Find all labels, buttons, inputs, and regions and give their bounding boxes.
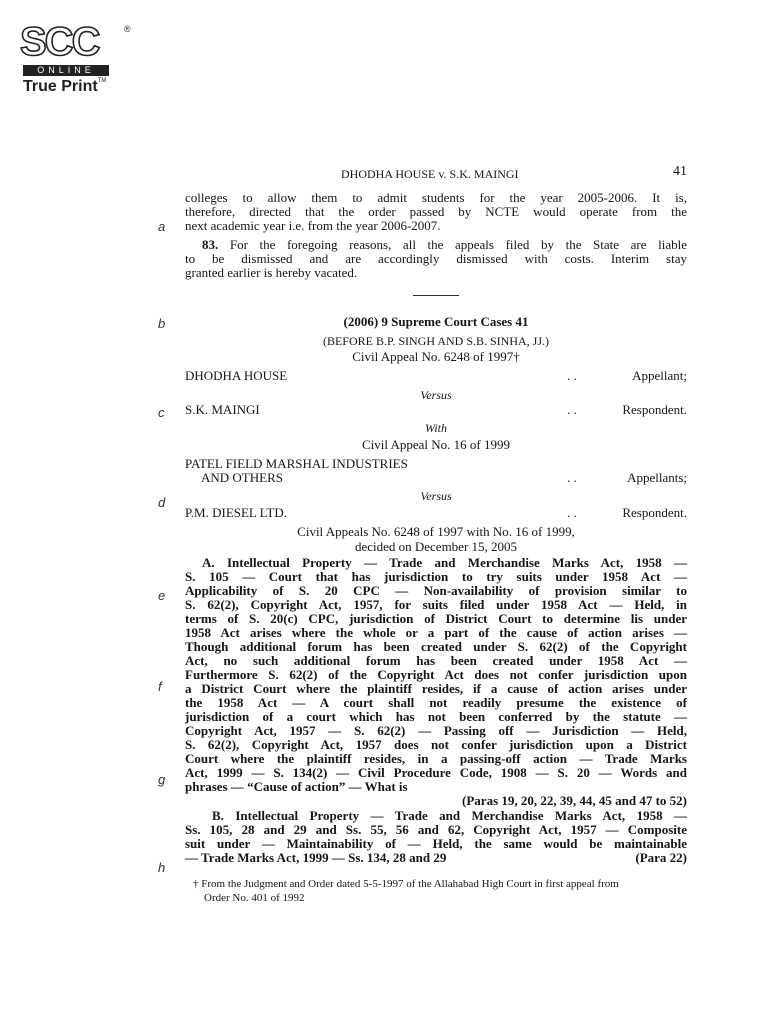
party-role: Appellants; [627, 470, 687, 485]
headnote-a-line: the 1958 Act — A court shall not readily presume the existence of [185, 695, 687, 710]
para-82-line: therefore, directed that the order passed by NCTE would operate from the [185, 204, 687, 219]
headnote-a-line: Applicability of S. 20 CPC — Non-availability of provision similar to [185, 583, 687, 598]
bench-line: (BEFORE B.P. SINGH AND S.B. SINHA, JJ.) [322, 334, 550, 348]
headnote-a-line: S. 105 — Court that has jurisdiction to try suits under 1958 Act — [185, 569, 687, 584]
headnote-a-line: phrases — “Cause of action” — What is [185, 779, 408, 794]
decided-line-1: Civil Appeals No. 6248 of 1997 with No. 16 of 1999, [297, 524, 575, 539]
para-83-line: to be dismissed and are accordingly dismissed with costs. Interim stay [185, 251, 687, 266]
margin-letter-c: c [158, 405, 165, 420]
page-number: 41 [673, 164, 687, 179]
party-dots: . . [567, 368, 577, 383]
para-83-line: 83. For the foregoing reasons, all the appeals filed by the State are liable [202, 237, 687, 252]
para-82-line: next academic year i.e. from the year 2006-2007. [185, 218, 441, 233]
party-name-line2: AND OTHERS [201, 470, 283, 485]
headnote-a-line: 1958 Act arises where the whole or a part of the cause of action arises — [185, 625, 687, 640]
party-name-line1: PATEL FIELD MARSHAL INDUSTRIES [185, 456, 408, 471]
headnote-a-line: Act, 1999 — S. 134(2) — Civil Procedure Code, 1908 — S. 20 — Words and [185, 765, 687, 780]
headnote-a-line: Act, no such additional forum has been created under 1958 Act — [185, 653, 687, 668]
appeal-number-1: Civil Appeal No. 6248 of 1997† [352, 349, 520, 364]
party-name: DHODHA HOUSE [185, 368, 288, 383]
headnote-a-line: terms of S. 20(c) CPC, jurisdiction of District Court to determine lis under [185, 611, 687, 626]
headnote-b-line: Ss. 105, 28 and 29 and Ss. 55, 56 and 62, Copyright Act, 1957 — Composite [185, 822, 687, 837]
party-row-respondent [185, 403, 687, 417]
margin-letter-f: f [158, 679, 162, 694]
headnote-a-line: jurisdiction of a court which has not been conferred by the statute — [185, 709, 687, 724]
party-name: P.M. DIESEL LTD. [185, 505, 287, 520]
with-label: With [424, 421, 447, 435]
party-row-appellant [185, 369, 687, 383]
margin-letter-g: g [158, 772, 166, 787]
headnote-a-line: Copyright Act, 1957 — S. 62(2) — Passing off — Jurisdiction — Held, [185, 723, 687, 738]
section-divider [413, 295, 459, 296]
versus-label-2: Versus [420, 489, 452, 503]
headnote-a-line: A. Intellectual Property — Trade and Merchandise Marks Act, 1958 — [202, 555, 687, 570]
logo-tm-mark: TM [97, 78, 107, 84]
margin-letter-a: a [158, 219, 166, 234]
party-row-respondent-2 [185, 506, 687, 520]
party-role: Respondent. [622, 505, 687, 520]
logo-online-band: ONLINE [23, 65, 109, 76]
headnote-b-line: suit under — Maintainability of — Held, the same would be maintainable [185, 836, 687, 851]
headnote-b-line: B. Intellectual Property — Trade and Merchandise Marks Act, 1958 — [212, 808, 687, 823]
appeal-number-2: Civil Appeal No. 16 of 1999 [361, 437, 511, 452]
party-role: Appellant; [632, 368, 687, 383]
case-citation: (2006) 9 Supreme Court Cases 41 [343, 314, 529, 329]
para-83-number: 83. [202, 237, 219, 252]
decided-line-2: decided on December 15, 2005 [354, 539, 518, 554]
footnote-line: Order No. 401 of 1992 [204, 892, 305, 904]
margin-letter-b: b [158, 316, 166, 331]
headnote-b-paras: (Para 22) [635, 850, 687, 865]
headnote-a-line: S. 62(2), Copyright Act, 1957 does not confer jurisdiction upon a District [185, 737, 687, 752]
margin-letter-e: e [158, 588, 166, 603]
logo-tagline: True Print™ [23, 78, 107, 95]
party-dots: . . [567, 470, 577, 485]
party-row-appellants-2 [185, 471, 687, 485]
footnote-line: † From the Judgment and Order dated 5-5-1997 of the Allahabad High Court in first appeal from [193, 878, 619, 890]
headnote-a-line: a District Court where the plaintiff resides, if a cause of action arises under [185, 681, 687, 696]
logo-registered-mark: ® [124, 24, 131, 34]
versus-label: Versus [420, 388, 452, 402]
headnote-a-line: Furthermore S. 62(2) of the Copyright Act does not confer jurisdiction upon [185, 667, 687, 682]
running-head-title: DHODHA HOUSE v. S.K. MAINGI [341, 167, 519, 181]
party-dots: . . [567, 402, 577, 417]
headnote-b-line: — Trade Marks Act, 1999 — Ss. 134, 28 and 29 [185, 850, 447, 865]
para-83-line: granted earlier is hereby vacated. [185, 265, 358, 280]
para-82-line: colleges to allow them to admit students for the year 2005-2006. It is, [185, 190, 687, 205]
headnote-a-line: S. 62(2), Copyright Act, 1957, for suits filed under 1958 Act — Held, in [185, 597, 687, 612]
margin-letter-h: h [158, 860, 166, 875]
logo-brand: SCC [20, 20, 99, 64]
headnote-a-line: Court where the plaintiff resides, in a passing-off action — Trade Marks [185, 751, 687, 766]
party-role: Respondent. [622, 402, 687, 417]
headnote-a-paras: (Paras 19, 20, 22, 39, 44, 45 and 47 to 52) [462, 793, 687, 808]
party-name: S.K. MAINGI [185, 402, 260, 417]
party-row-appellants [185, 457, 687, 471]
margin-letter-d: d [158, 495, 166, 510]
headnote-a-line: Though additional forum has been created under S. 62(2) of the Copyright [185, 639, 687, 654]
party-dots: . . [567, 505, 577, 520]
scc-online-logo [20, 20, 131, 95]
